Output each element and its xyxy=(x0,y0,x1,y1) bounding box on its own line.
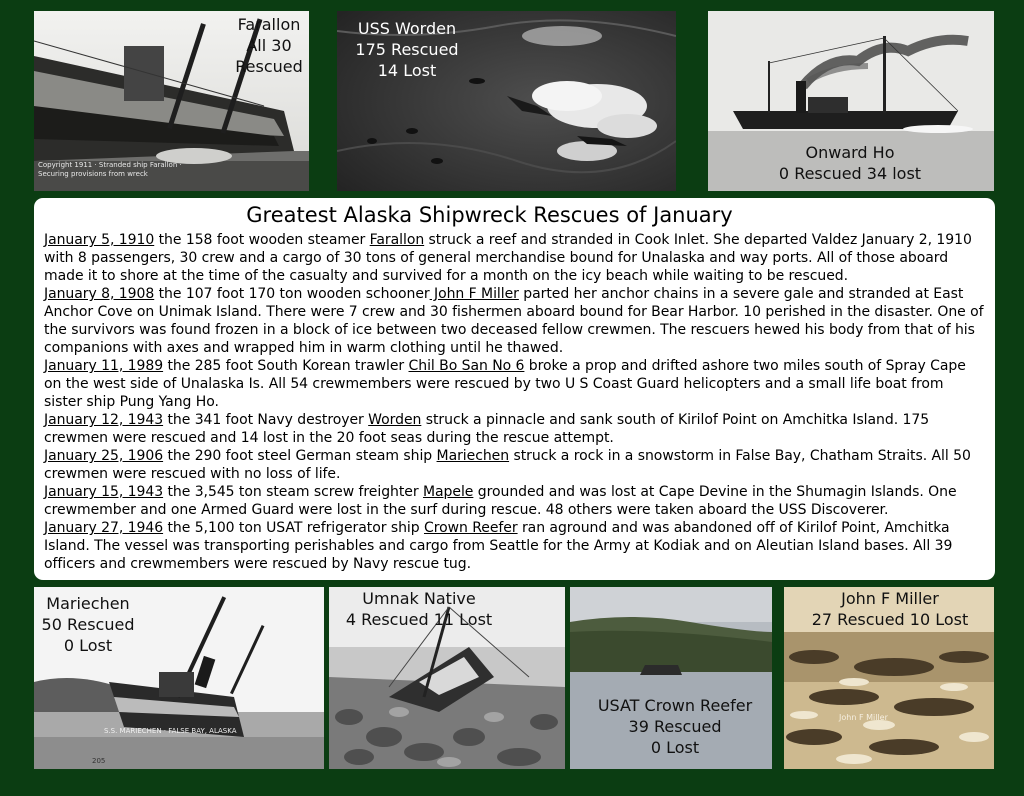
entry-text-a: the 3,545 ton steam screw freighter xyxy=(163,484,423,500)
worden-line2: 14 Lost xyxy=(377,61,437,80)
entry-vessel: Chil Bo San No 6 xyxy=(408,358,525,374)
shipwreck-entry xyxy=(44,357,985,411)
entry-date: January 5, 1910 xyxy=(44,232,155,248)
mariechen-line1: 50 Rescued xyxy=(41,615,135,634)
entry-text-b: ran aground and was abandoned off of Kirilof Point, Amchitka Island. The vessel was transporting perishables and cargo from Seattle for the Army at Kodiak and on Aleutian Island bases. All 39 officers and crewmembers were rescued by Navy rescue tug. xyxy=(44,520,953,572)
entry-text-a: the 290 foot steel German steam ship xyxy=(163,448,437,464)
entry-text-b: struck a reef and stranded in Cook Inlet. She departed Valdez January 2, 1910 with 8 passengers, 30 crew and a cargo of 30 tons of general merchandise bound for Unalaska and way ports. All of those aboard made it to shore at the time of the casualty and survived for a month on the icy beach while waiting to be rescued. xyxy=(44,232,972,284)
entry-text-b: broke a prop and drifted ashore two miles south of Spray Cape on the west side of Unalaska Is. All 54 crewmembers were rescued by two U S Coast Guard helicopters and a small life boat from sister ship Pung Yang Ho. xyxy=(44,358,966,410)
rescues-panel xyxy=(34,198,995,580)
entry-text-a: the 5,100 ton USAT refrigerator ship xyxy=(163,520,424,536)
entry-vessel: Farallon xyxy=(369,232,425,248)
worden-caption xyxy=(352,18,462,81)
mariechen-caption xyxy=(38,593,138,656)
shipwreck-entry xyxy=(44,411,985,447)
mariechen-number: 205 xyxy=(92,757,106,765)
entry-vessel: Worden xyxy=(368,412,422,428)
umnak-native-caption xyxy=(334,588,504,630)
worden-name: USS Worden xyxy=(357,19,457,38)
miller-inscription: John F Miller xyxy=(839,713,888,722)
entry-text-b: grounded and was lost at Cape Devine in the Shumagin Islands. One crewmember and one Armed Guard were lost in the surf during rescue. 48 others were taken aboard the USS Discoverer. xyxy=(44,484,957,518)
onward-ho-line1: 0 Rescued 34 lost xyxy=(778,164,922,183)
shipwreck-entry xyxy=(44,483,985,519)
crown-reefer-caption xyxy=(590,695,760,758)
onward-ho-caption xyxy=(760,142,940,184)
shipwreck-entry xyxy=(44,447,985,483)
entry-date: January 11, 1989 xyxy=(44,358,164,374)
mariechen-inscription: S.S. MARIECHEN · FALSE BAY, ALASKA xyxy=(104,727,237,735)
entry-vessel: John F Miller xyxy=(429,286,519,302)
john-f-miller-name: John F Miller xyxy=(841,589,939,608)
shipwreck-entry xyxy=(44,285,985,357)
entry-text-a: the 285 foot South Korean trawler xyxy=(163,358,409,374)
farallon-line1: All 30 xyxy=(246,36,292,55)
farallon-name: Farallon xyxy=(237,15,301,34)
entries-list xyxy=(44,231,985,573)
entry-text-a: the 158 foot wooden steamer xyxy=(154,232,370,248)
entry-text-a: the 341 foot Navy destroyer xyxy=(163,412,369,428)
crown-reefer-line2: 0 Lost xyxy=(650,738,700,757)
mariechen-line2: 0 Lost xyxy=(63,636,113,655)
page-title: Greatest Alaska Shipwreck Rescues of January xyxy=(246,203,733,227)
umnak-native-name: Umnak Native xyxy=(362,589,476,608)
worden-line1: 175 Rescued xyxy=(355,40,459,59)
farallon-caption xyxy=(228,14,310,77)
shipwreck-entry xyxy=(44,231,985,285)
entry-date: January 25, 1906 xyxy=(44,448,164,464)
entry-vessel: Crown Reefer xyxy=(423,520,518,536)
umnak-native-line1: 4 Rescued 11 Lost xyxy=(345,610,493,629)
farallon-inscription: Copyright 1911 · Stranded ship Farallon · Securing provisions from wreck xyxy=(38,161,182,178)
entry-text-b: struck a pinnacle and sank south of Kirilof Point on Amchitka Island. 175 crewmen were rescued and 14 lost in the 20 foot seas during the rescue attempt. xyxy=(44,412,930,446)
entry-date: January 27, 1946 xyxy=(44,520,164,536)
mariechen-name: Mariechen xyxy=(46,594,130,613)
entry-date: January 8, 1908 xyxy=(44,286,155,302)
crown-reefer-name: USAT Crown Reefer xyxy=(597,696,753,715)
john-f-miller-line1: 27 Rescued 10 Lost xyxy=(811,610,969,629)
entry-vessel: Mapele xyxy=(422,484,474,500)
entry-date: January 15, 1943 xyxy=(44,484,164,500)
entry-date: January 12, 1943 xyxy=(44,412,164,428)
onward-ho-name: Onward Ho xyxy=(805,143,895,162)
entry-vessel: Mariechen xyxy=(436,448,510,464)
entry-text-b: parted her anchor chains in a severe gale and stranded at East Anchor Cove on Unimak Island. There were 7 crew and 30 fishermen aboard bound for Bear Harbor. 10 perished in the disaster. One of the survivors was found frozen in a block of ice between two deceased fellow crewmen. The rescuers hewed his body from that of his companions with axes and wrapped him in warm clothing until he thawed. xyxy=(44,286,984,356)
farallon-line2: Rescued xyxy=(235,57,303,76)
john-f-miller-caption xyxy=(800,588,980,630)
entry-text-b: struck a rock in a snowstorm in False Bay, Chatham Straits. All 50 crewmen were rescued with no loss of life. xyxy=(44,448,971,482)
shipwreck-entry xyxy=(44,519,985,573)
entry-text-a: the 107 foot 170 ton wooden schooner xyxy=(154,286,430,302)
crown-reefer-line1: 39 Rescued xyxy=(628,717,722,736)
